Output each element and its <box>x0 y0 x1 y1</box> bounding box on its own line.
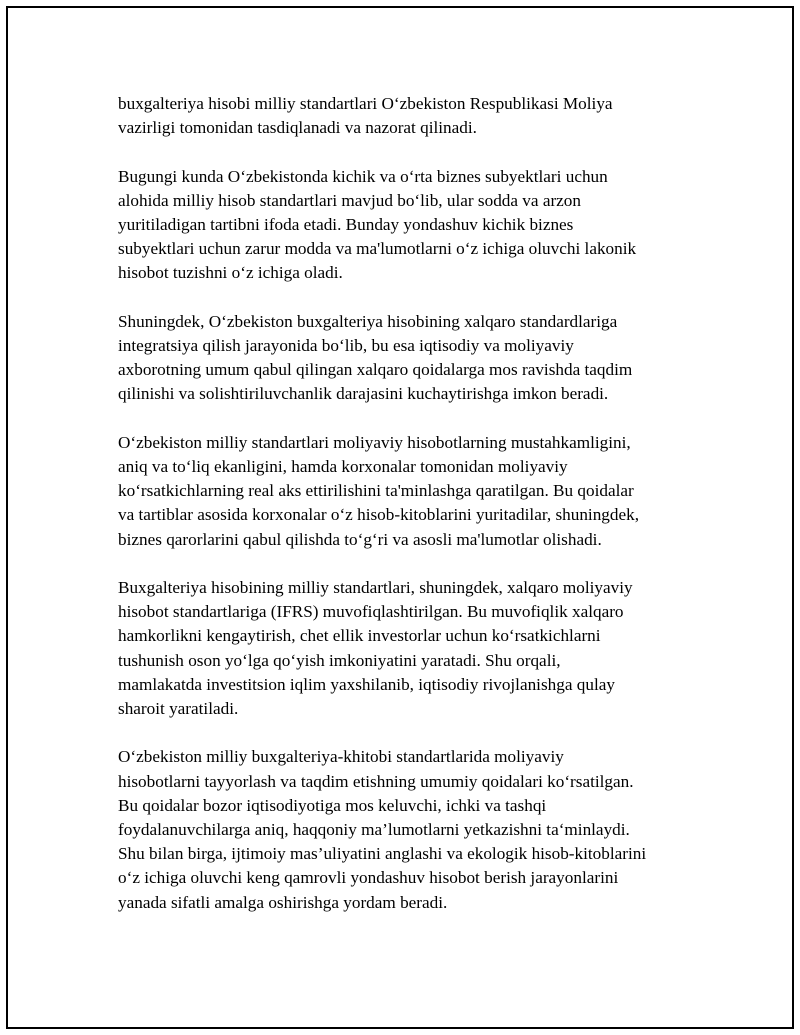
paragraph-4: O‘zbekiston milliy standartlari moliyaviy hisobotlarning mustahkamligini, aniq va to‘liq ekanligini, hamda korxonalar tomonidan moliyaviy ko‘rsatkichlarning real aks ettirilishini ta'minlashga qaratilgan. Bu qoidalar va tartiblar asosida korxonalar o‘z hisob-kitoblarini yuritadilar, shuningdek, biznes qarorlarini qabul qilishda to‘g‘ri va asosli ma'lumotlar olishadi. <box>118 432 640 549</box>
paragraph-1: buxgalteriya hisobi milliy standartlari O‘zbekiston Respublikasi Moliya vazirligi tomonidan tasdiqlanadi va nazorat qilinadi. <box>118 94 613 138</box>
document-body <box>118 92 708 939</box>
paragraph-5: Buxgalteriya hisobining milliy standartlari, shuningdek, xalqaro moliyaviy hisobot standartlariga (IFRS) muvofiqlashtirilgan. Bu muvofiqlik xalqaro hamkorlikni kengaytirish, chet ellik investorlar uchun ko‘rsatkichlarni tushunish oson yo‘lga qo‘yish imkoniyatini yaratadi. Shu orqali, mamlakatda investitsion iqlim yaxshilanib, iqtisodiy rivojlanishga qulay sharoit yaratiladi. <box>118 578 633 719</box>
paragraph-3: Shuningdek, O‘zbekiston buxgalteriya hisobining xalqaro standardlariga integratsiya qilish jarayonida bo‘lib, bu esa iqtisodiy va moliyaviy axborotning umum qabul qilingan xalqaro qoidalarga mos ravishda taqdim qilinishi va solishtiriluvchanlik darajasini kuchaytirishga imkon beradi. <box>118 311 633 404</box>
paragraph-6: O‘zbekiston milliy buxgalteriya-khitobi standartlarida moliyaviy hisobotlarni tayyorlash va taqdim etishning umumiy qoidalari ko‘rsatilgan. Bu qoidalar bozor iqtisodiyotiga mos keluvchi, ichki va tashqi foydalanuvchilarga aniq, haqqoniy ma’lumotlarni yetkazishni ta‘minlaydi. Shu bilan birga, ijtimoiy mas’uliyatini anglashi va ekologik hisob-kitoblarini o‘z ichiga oluvchi keng qamrovli yondashuv hisobot berish jarayonlarini yanada sifatli amalga oshirishga yordam beradi. <box>118 747 647 912</box>
paragraph-2: Bugungi kunda O‘zbekistonda kichik va o‘rta biznes subyektlari uchun alohida milliy hisob standartlari mavjud bo‘lib, ular sodda va arzon yuritiladigan tartibni ifoda etadi. Bunday yondashuv kichik biznes subyektlari uchun zarur modda va ma'lumotlarni o‘z ichiga oluvchi lakonik hisobot tuzishni o‘z ichiga oladi. <box>118 166 637 283</box>
